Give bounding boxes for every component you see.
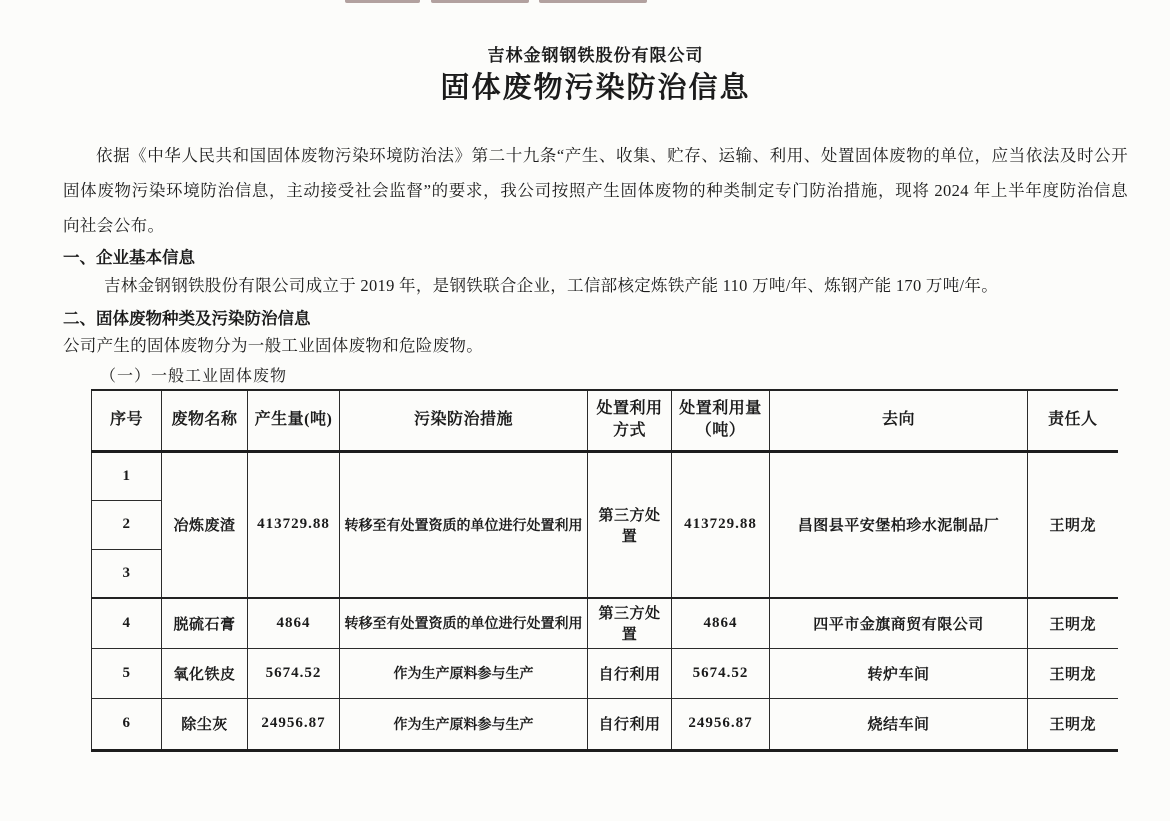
table-row: [92, 698, 1118, 750]
section2-heading: 二、固体废物种类及污染防治信息: [63, 309, 311, 328]
cell-person-6: 王明龙: [1028, 698, 1118, 750]
cell-amount-5: 5674.52: [248, 648, 340, 698]
section2-body: 公司产生的固体废物分为一般工业固体废物和危险废物。: [63, 336, 483, 355]
cell-disposed-4: 4864: [672, 598, 770, 648]
cell-amount-4: 4864: [248, 598, 340, 648]
cell-person-group1: 王明龙: [1028, 451, 1118, 598]
table-row: [92, 451, 1118, 500]
document-title: 固体废物污染防治信息: [440, 72, 751, 104]
general-waste-table: [91, 389, 1118, 752]
cell-method-4: 第三方处置: [588, 598, 672, 648]
col-header-seq: 序号: [92, 390, 162, 451]
cell-waste-name-4: 脱硫石膏: [162, 598, 248, 648]
scan-artifact-top: [0, 0, 1170, 5]
cell-disposed-5: 5674.52: [672, 648, 770, 698]
col-header-generated-amount: 产生量(吨): [248, 390, 340, 451]
cell-waste-name-6: 除尘灰: [162, 698, 248, 750]
section1-heading: 一、企业基本信息: [63, 248, 195, 267]
cell-seq-6: 6: [92, 698, 162, 750]
cell-seq-4: 4: [92, 598, 162, 648]
table-row: [92, 598, 1118, 648]
col-header-responsible-person: 责任人: [1028, 390, 1118, 451]
cell-method-6: 自行利用: [588, 698, 672, 750]
cell-seq-5: 5: [92, 648, 162, 698]
cell-seq-1: 1: [92, 451, 162, 500]
cell-waste-name-5: 氧化铁皮: [162, 648, 248, 698]
table-header-row: [92, 390, 1118, 451]
cell-destination-4: 四平市金旗商贸有限公司: [770, 598, 1028, 648]
scan-artifact-mark: [539, 0, 647, 3]
table-row: [92, 648, 1118, 698]
intro-paragraph: 依据《中华人民共和国固体废物污染环境防治法》第二十九条“产生、收集、贮存、运输、利用、处置固体废物的单位，应当依法及时公开固体废物污染环境防治信息，主动接受社会监督”的要求，我公司按照产生固体废物的种类制定专门防治措施，现将 2024 年上半年度防治信息向社会公布。: [63, 146, 1128, 235]
cell-amount-6: 24956.87: [248, 698, 340, 750]
col-header-disposal-amount: 处置利用量（吨）: [672, 390, 770, 451]
col-header-destination: 去向: [770, 390, 1028, 451]
cell-destination-5: 转炉车间: [770, 648, 1028, 698]
cell-seq-3: 3: [92, 549, 162, 598]
cell-measure-5: 作为生产原料参与生产: [340, 648, 588, 698]
scan-artifact-mark: [431, 0, 529, 3]
cell-method-5: 自行利用: [588, 648, 672, 698]
cell-disposed-group1: 413729.88: [672, 451, 770, 598]
cell-person-5: 王明龙: [1028, 648, 1118, 698]
cell-person-4: 王明龙: [1028, 598, 1118, 648]
cell-destination-6: 烧结车间: [770, 698, 1028, 750]
cell-measure-4: 转移至有处置资质的单位进行处置利用: [340, 598, 588, 648]
document-content: [0, 46, 1170, 752]
cell-method-group1: 第三方处置: [588, 451, 672, 598]
cell-measure-group1: 转移至有处置资质的单位进行处置利用: [340, 451, 588, 598]
col-header-prevention-measure: 污染防治措施: [340, 390, 588, 451]
cell-destination-group1: 昌图县平安堡柏珍水泥制品厂: [770, 451, 1028, 598]
cell-amount-group1: 413729.88: [248, 451, 340, 598]
company-name: 吉林金钢钢铁股份有限公司: [487, 46, 704, 65]
cell-disposed-6: 24956.87: [672, 698, 770, 750]
scan-artifact-mark: [345, 0, 420, 3]
subsection-heading: （一）一般工业固体废物: [100, 368, 288, 385]
col-header-waste-name: 废物名称: [162, 390, 248, 451]
section1-body: 吉林金钢钢铁股份有限公司成立于 2019 年，是钢铁联合企业，工信部核定炼铁产能 110 万吨/年、炼钢产能 170 万吨/年。: [104, 276, 999, 295]
cell-waste-name-group1: 冶炼废渣: [162, 451, 248, 598]
col-header-disposal-method: 处置利用方式: [588, 390, 672, 451]
cell-measure-6: 作为生产原料参与生产: [340, 698, 588, 750]
cell-seq-2: 2: [92, 500, 162, 549]
